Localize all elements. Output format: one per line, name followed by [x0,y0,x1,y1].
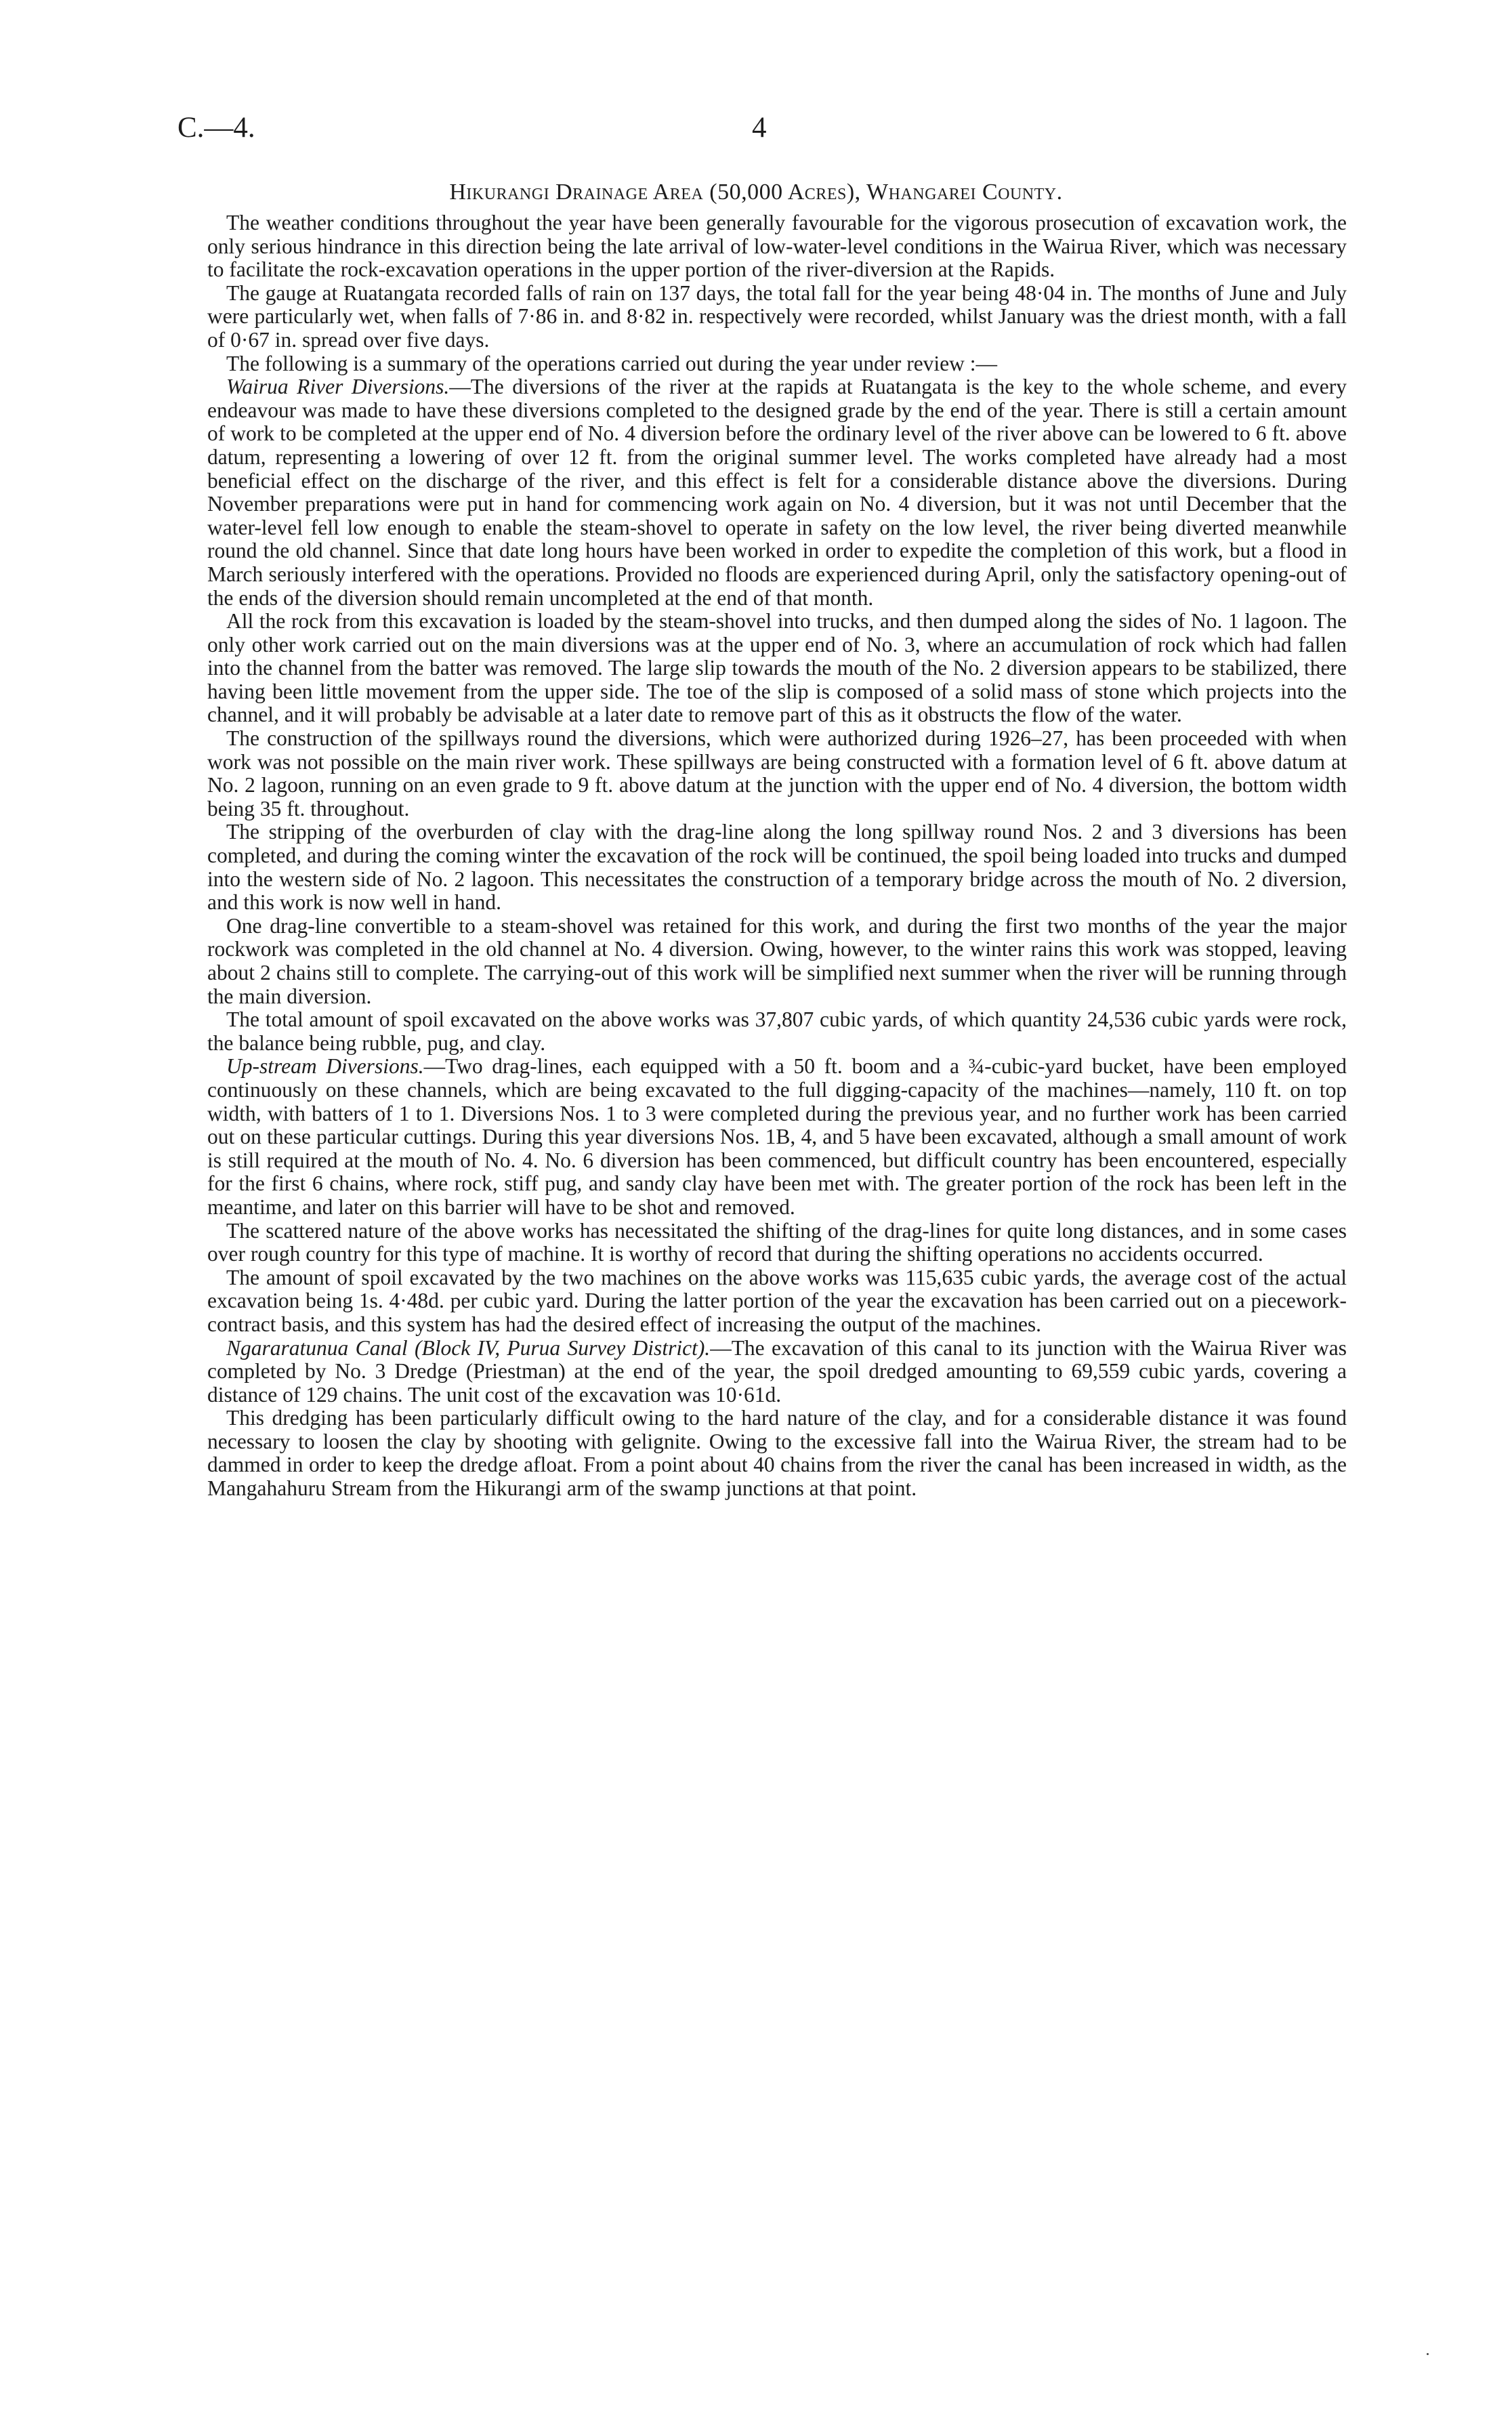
paragraph-text: —The excavation of this canal to its junction with the Wairua River was completed by No. 3 Dredge (Priestman) at the end of the year, the spoil dredged amounting to 69,559 cubic yards, covering a distance of 129 chains. The unit cost of the excavation was 10·61d. [207,1335,1347,1407]
paragraph-text: The weather conditions throughout the year have been generally favourable for the vigorous prosecution of excavation work, the only serious hindrance in this direction being the late arrival of low-water-level conditions in the Wairua River, which was necessary to facilitate the rock-excavation operations in the upper portion of the river-diversion at the Rapids. [207,211,1347,282]
document-code: C.—4. [177,112,255,144]
paragraph-wairua-river-diversions [207,375,1347,610]
paragraph-ngararatunua-canal [207,1337,1347,1407]
paragraph-text: The gauge at Ruatangata recorded falls of rain on 137 days, the total fall for the year being 48·04 in. The months of June and July were particularly wet, when falls of 7·86 in. and 8·82 in. respectively were recorded, whilst January was the driest month, with a fall of 0·67 in. spread over five days. [207,280,1347,352]
paragraph-text: The scattered nature of the above works has necessitated the shifting of the drag-lines for quite long distances, and in some cases over rough country for this type of machine. It is worthy of record that during the shifting operations no accidents occurred. [207,1218,1347,1266]
paragraph-summary-intro [207,352,1347,376]
paragraph-weather [207,211,1347,282]
paragraph-text: This dredging has been particularly difficult owing to the hard nature of the clay, and for a considerable distance it was found necessary to loosen the clay by shooting with gelignite. Owing to the excessive fall into the Wairua River, the stream had to be dammed in order to keep the dredge afloat. From a point about 40 chains from the river the canal has been increased in width, as the Mangahahuru Stream from the Hikurangi arm of the swamp junctions at that point. [207,1406,1347,1501]
paragraph-drag-line-convertible [207,915,1347,1008]
paragraph-rock-loading [207,610,1347,727]
paragraph-text: —The diversions of the river at the rapids at Ruatangata is the key to the whole scheme, and every endeavour was made to have these diversions completed to the designed grade by the end of the year. There is still a certain amount of work to be completed at the upper end of No. 4 diversion before the ordinary level of the river above can be lowered to 6 ft. above datum, representing a lowering of over 12 ft. from the original summer level. The works completed have already had a most beneficial effect on the discharge of the river, and this effect is felt for a considerable distance above the diversions. During November preparations were put in hand for commencing work again on No. 4 diversion, but it was not until December that the water-level fell low enough to enable the steam-shovel to operate in safety on the low level, the river being diverted meanwhile round the old channel. Since that date long hours have been worked in order to expedite the completion of this work, but a flood in March seriously interfered with the operations. Provided no floods are experienced during April, only the satisfactory opening-out of the ends of the diversion should remain uncompleted at the end of that month. [207,375,1347,610]
paragraph-text: The following is a summary of the operations carried out during the year under review :— [226,351,998,375]
paragraph-text: The stripping of the overburden of clay with the drag-line along the long spillway round Nos. 2 and 3 diversions has been completed, and during the coming winter the excavation of the rock will be continued, the spoil being loaded into trucks and dumped into the western side of No. 2 lagoon. This necessitates the construction of a temporary bridge across the mouth of No. 2 diversion, and this work is now well in hand. [207,820,1347,915]
paragraph-up-stream-diversions [207,1055,1347,1219]
paragraph-text: The amount of spoil excavated by the two machines on the above works was 115,635 cubic yards, the average cost of the actual excavation being 1s. 4·48d. per cubic yard. During the latter portion of the year the excavation has been carried out on a piecework-contract basis, and this system has had the desired effect of increasing the output of the machines. [207,1265,1347,1336]
paragraph-text: All the rock from this excavation is loaded by the steam-shovel into trucks, and then dumped along the sides of No. 1 lagoon. The only other work carried out on the main diversions was at the upper end of No. 3, where an accumulation of rock which had fallen into the channel from the batter was removed. The large slip towards the mouth of the No. 2 diversion appears to be stabilized, there having been little movement from the upper side. The toe of the slip is composed of a solid mass of stone which projects into the channel, and it will probably be advisable at a later date to remove part of this as it obstructs the flow of the water. [207,609,1347,727]
report-body [207,211,1347,1501]
paragraph-overburden-stripping [207,820,1347,914]
page-number: 4 [752,112,767,144]
paragraph-text: The total amount of spoil excavated on the above works was 37,807 cubic yards, of which quantity 24,536 cubic yards were rock, the balance being rubble, pug, and clay. [207,1007,1347,1055]
paragraph-text: The construction of the spillways round the diversions, which were authorized during 1926–27, has been proceeded with when work was not possible on the main river work. These spillways are being constructed with a formation level of 6 ft. above datum at No. 2 lagoon, running on an even grade to 9 ft. above datum at the junction with the upper end of No. 4 diversion, the bottom width being 35 ft. throughout. [207,726,1347,820]
paragraph-text: One drag-line convertible to a steam-shovel was retained for this work, and during the first two months of the year the major rockwork was completed in the old channel at No. 4 diversion. Owing, however, to the winter rains this work was stopped, leaving about 2 chains still to complete. The carrying-out of this work will be simplified next summer when the river will be running through the main diversion. [207,913,1347,1008]
subsection-heading: Up-stream Diversions. [226,1054,424,1079]
section-title: Hikurangi Drainage Area (50,000 Acres), Whangarei County. [449,180,1063,205]
paragraph-text: —Two drag-lines, each equipped with a 50 ft. boom and a ¾-cubic-yard bucket, have been employed continuously on these channels, which are being excavated to the full digging-capacity of the machines—namely, 110 ft. on top width, with batters of 1 to 1. Diversions Nos. 1 to 3 were completed during the previous year, and no further work has been carried out on these particular cuttings. During this year diversions Nos. 1B, 4, and 5 have been excavated, although a small amount of work is still required at the mouth of No. 4. No. 6 diversion has been commenced, but difficult country has been encountered, especially for the first 6 chains, where rock, stiff pug, and sandy clay have been met with. The greater portion of the rock has been left in the meantime, and later on this barrier will have to be shot and removed. [207,1054,1347,1219]
paragraph-shifting [207,1220,1347,1266]
paragraph-spoil-total [207,1008,1347,1055]
paragraph-spoil-cost [207,1266,1347,1337]
paragraph-rainfall [207,282,1347,352]
subsection-heading: Wairua River Diversions. [226,375,450,399]
scan-speck [1427,2353,1429,2355]
subsection-heading: Ngararatunua Canal (Block IV, Purua Survey District). [226,1335,711,1360]
paragraph-spillways [207,727,1347,820]
paragraph-dredging [207,1407,1347,1500]
